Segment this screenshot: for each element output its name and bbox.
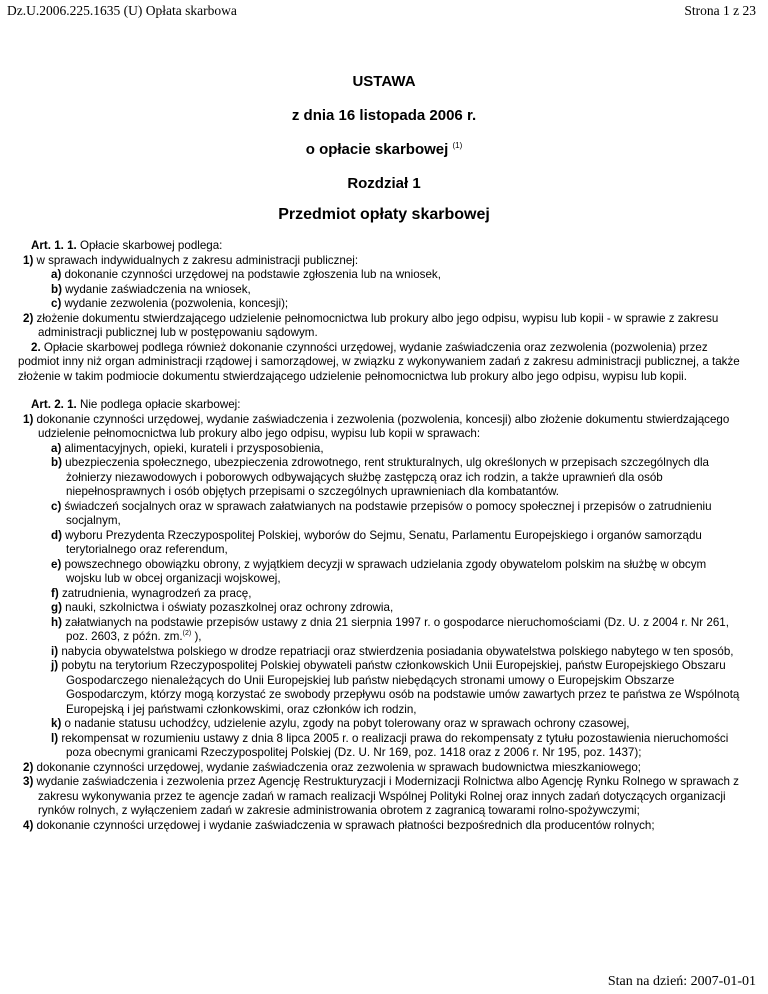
point-number: 3) (23, 775, 34, 788)
letter-number: c) (51, 499, 62, 513)
point-number: 1) (23, 412, 34, 426)
article-2-point-1a (18, 442, 742, 457)
letter-text: powszechnego obowiązku obrony, z wyjątkiem decyzji w sprawach udzielania zgody obywatelom polskim na służbę w obcym wojsku lub w obcej organizacji wojskowej, (61, 557, 707, 585)
letter-number: j) (51, 659, 59, 672)
article-number: Art. 1. 1. (31, 239, 77, 252)
chapter-number: Rozdział 1 (347, 175, 421, 192)
letter-number: e) (51, 557, 62, 571)
section-number: 2. (31, 340, 41, 354)
point-text: w sprawach indywidualnych z zakresu administracji publicznej: (33, 253, 359, 267)
document-body (18, 239, 742, 833)
article-2-point-1l (18, 732, 742, 761)
point-number: 2) (23, 760, 34, 774)
article-2-point-1f (18, 587, 742, 602)
point-number: 4) (23, 818, 34, 832)
document-source-header: Dz.U.2006.225.1635 (U) Opłata skarbowa (7, 3, 237, 18)
paragraph-text: Nie podlega opłacie skarbowej: (76, 398, 241, 411)
chapter-title: Przedmiot opłaty skarbowej (278, 206, 490, 223)
article-2-point-1j (18, 659, 742, 717)
letter-number: c) (51, 297, 62, 310)
act-subject (0, 141, 768, 158)
letter-text: wydanie zaświadczenia na wniosek, (61, 282, 251, 296)
article-2-point-1i (18, 645, 742, 660)
point-text: dokonanie czynności urzędowej, wydanie zaświadczenia i zezwolenia (pozwolenia, koncesji) albo złożenie dokumentu stwierdzającego udzielenie pełnomocnictwa lub prokury albo jego odpisu, wypisu lub kopii w sprawach: (33, 412, 730, 440)
letter-text: pobytu na terytorium Rzeczypospolitej Polskiej obywateli państw członkowskich Unii Europejskiej, państw Europejskiego Obszaru Gospodarczego nienależących do Unii Europejskiej lub państw niebędących stronami umowy o Europejskim Obszarze Gospodarczym, którzy mogą korzystać ze swobody przepływu osób na podstawie umów zawartych przez te państwa ze Wspólnotą Europejską i jej państwami członkowskimi, oraz członków ich rodzin, (58, 659, 740, 716)
letter-text: świadczeń socjalnych oraz w sprawach załatwianych na podstawie przepisów o pomocy społecznej i przepisów o zatrudnieniu socjalnym, (61, 499, 712, 527)
letter-text: ubezpieczenia społecznego, ubezpieczenia zdrowotnego, rent strukturalnych, ulg określonych w przepisach szczególnych dla żołnierzy niezawodowych i poborowych odbywających służbę zastępczą oraz ich rodzin, a także uprawnień dla osób niepełnosprawnych i osób objętych przepisami o szczególnych uprawnieniach dla kombatantów. (61, 456, 709, 498)
letter-text: wyboru Prezydenta Rzeczypospolitej Polskiej, wyborów do Sejmu, Senatu, Parlamentu Europejskiego i organów samorządu terytorialnego oraz referendum, (61, 528, 702, 556)
article-1-point-1b (18, 283, 742, 298)
article-2-point-2 (18, 761, 742, 776)
act-date: z dnia 16 listopada 2006 r. (291, 107, 477, 124)
article-1-point-1c (18, 297, 742, 312)
letter-number: a) (51, 268, 62, 281)
point-text: wydanie zaświadczenia i zezwolenia przez Agencję Restrukturyzacji i Modernizacji Rolnictwa albo Agencję Rynku Rolnego w sprawach z zakresu wykonywania przez te agencje zadań w ramach realizacji Wspólnej Polityki Rolnej oraz innych zadań dotyczących organizacji rynków rolnych, z wyłączeniem zadań w zakresie administrowania obrotem z zagranicą towarami rolno-spożywczymi; (33, 775, 739, 817)
letter-text-end: ), (191, 630, 202, 643)
status-date-footer: Stan na dzień: 2007-01-01 (607, 974, 756, 989)
point-text: złożenie dokumentu stwierdzającego udzielenie pełnomocnictwa lub prokury albo jego odpisu, wypisu lub kopii - w sprawie z zakresu administracji publicznej lub w postępowaniu sądowym. (33, 311, 719, 339)
letter-text: alimentacyjnych, opieki, kurateli i przysposobienia, (61, 441, 324, 455)
letter-text: zatrudnienia, wynagrodzeń za pracę, (58, 586, 252, 600)
article-number: Art. 2. 1. (31, 398, 77, 411)
article-2-point-1b (18, 456, 742, 500)
spacer (18, 384, 742, 398)
article-1-point-1a (18, 268, 742, 283)
letter-number: b) (51, 456, 62, 469)
point-text: dokonanie czynności urzędowej i wydanie zaświadczenia w sprawach płatności bezpośrednich dla producentów rolnych; (33, 818, 655, 832)
letter-number: g) (51, 601, 62, 614)
point-number: 1) (23, 253, 34, 267)
article-2-lead (18, 398, 742, 413)
page-counter: Strona 1 z 23 (684, 3, 756, 18)
letter-text: nabycia obywatelstwa polskiego w drodze repatriacji oraz stwierdzenia posiadania obywatelstwa polskiego nabytego w ten sposób, (58, 644, 734, 658)
paragraph-text: Opłacie skarbowej podlega: (76, 239, 223, 252)
article-2-point-1 (18, 413, 742, 442)
article-2-point-1h (18, 616, 742, 645)
article-1-section-2 (18, 341, 742, 385)
letter-number: k) (51, 717, 62, 730)
article-2-point-4 (18, 819, 742, 834)
act-subject-text: o opłacie skarbowej (305, 141, 449, 158)
letter-text: załatwianych na podstawie przepisów ustawy z dnia 21 sierpnia 1997 r. o gospodarce nieruchomościami (Dz. U. z 2004 r. Nr 261, poz. 2603, z późn. zm. (61, 615, 729, 643)
article-2-point-1g (18, 601, 742, 616)
article-2-point-1d (18, 529, 742, 558)
article-1-lead (18, 239, 742, 254)
letter-number: a) (51, 441, 62, 455)
point-number: 2) (23, 311, 34, 325)
letter-text: rekompensat w rozumieniu ustawy z dnia 8 lipca 2005 r. o realizacji prawa do rekompensaty z tytułu pozostawienia nieruchomości poza obecnymi granicami Rzeczypospolitej Polskiej (Dz. U. Nr 169, poz. 1418 oraz z 2006 r. Nr 195, poz. 1437); (58, 731, 729, 759)
letter-number: i) (51, 644, 59, 658)
act-type-title: USTAWA (352, 73, 416, 90)
article-1-point-1 (18, 254, 742, 269)
letter-text: dokonanie czynności urzędowej na podstawie zgłoszenia lub na wniosek, (61, 268, 441, 281)
letter-number: l) (51, 731, 59, 745)
article-2-point-1k (18, 717, 742, 732)
letter-text: wydanie zezwolenia (pozwolenia, koncesji); (61, 297, 289, 310)
article-2-point-1c (18, 500, 742, 529)
letter-number: f) (51, 586, 59, 600)
letter-number: d) (51, 528, 62, 542)
letter-text: nauki, szkolnictwa i oświaty pozaszkolnej oraz ochrony zdrowia, (61, 601, 394, 614)
article-1-point-2 (18, 312, 742, 341)
section-text: Opłacie skarbowej podlega również dokonanie czynności urzędowej, wydanie zaświadczenia oraz zezwolenia (pozwolenia) przez podmiot inny niż organ administracji rządowej i samorządowej, w związku z wykonywaniem zadań z zakresu administracji publicznej, a także złożenie w takim podmiocie dokumentu stwierdzającego udzielenie pełnomocnictwa lub prokury albo jego odpisu, wypisu lub kopii. (18, 340, 740, 383)
letter-number: h) (51, 615, 62, 629)
footnote-ref-2[interactable]: (2) (182, 630, 192, 637)
footnote-ref-1[interactable]: (1) (452, 141, 463, 150)
letter-text: o nadanie statusu uchodźcy, udzielenie azylu, zgody na pobyt tolerowany oraz w sprawach ochrony czasowej, (61, 717, 630, 730)
point-text: dokonanie czynności urzędowej, wydanie zaświadczenia oraz zezwolenia w sprawach budownictwa mieszkaniowego; (33, 760, 642, 774)
letter-number: b) (51, 282, 62, 296)
article-2-point-1e (18, 558, 742, 587)
article-2-point-3 (18, 775, 742, 819)
